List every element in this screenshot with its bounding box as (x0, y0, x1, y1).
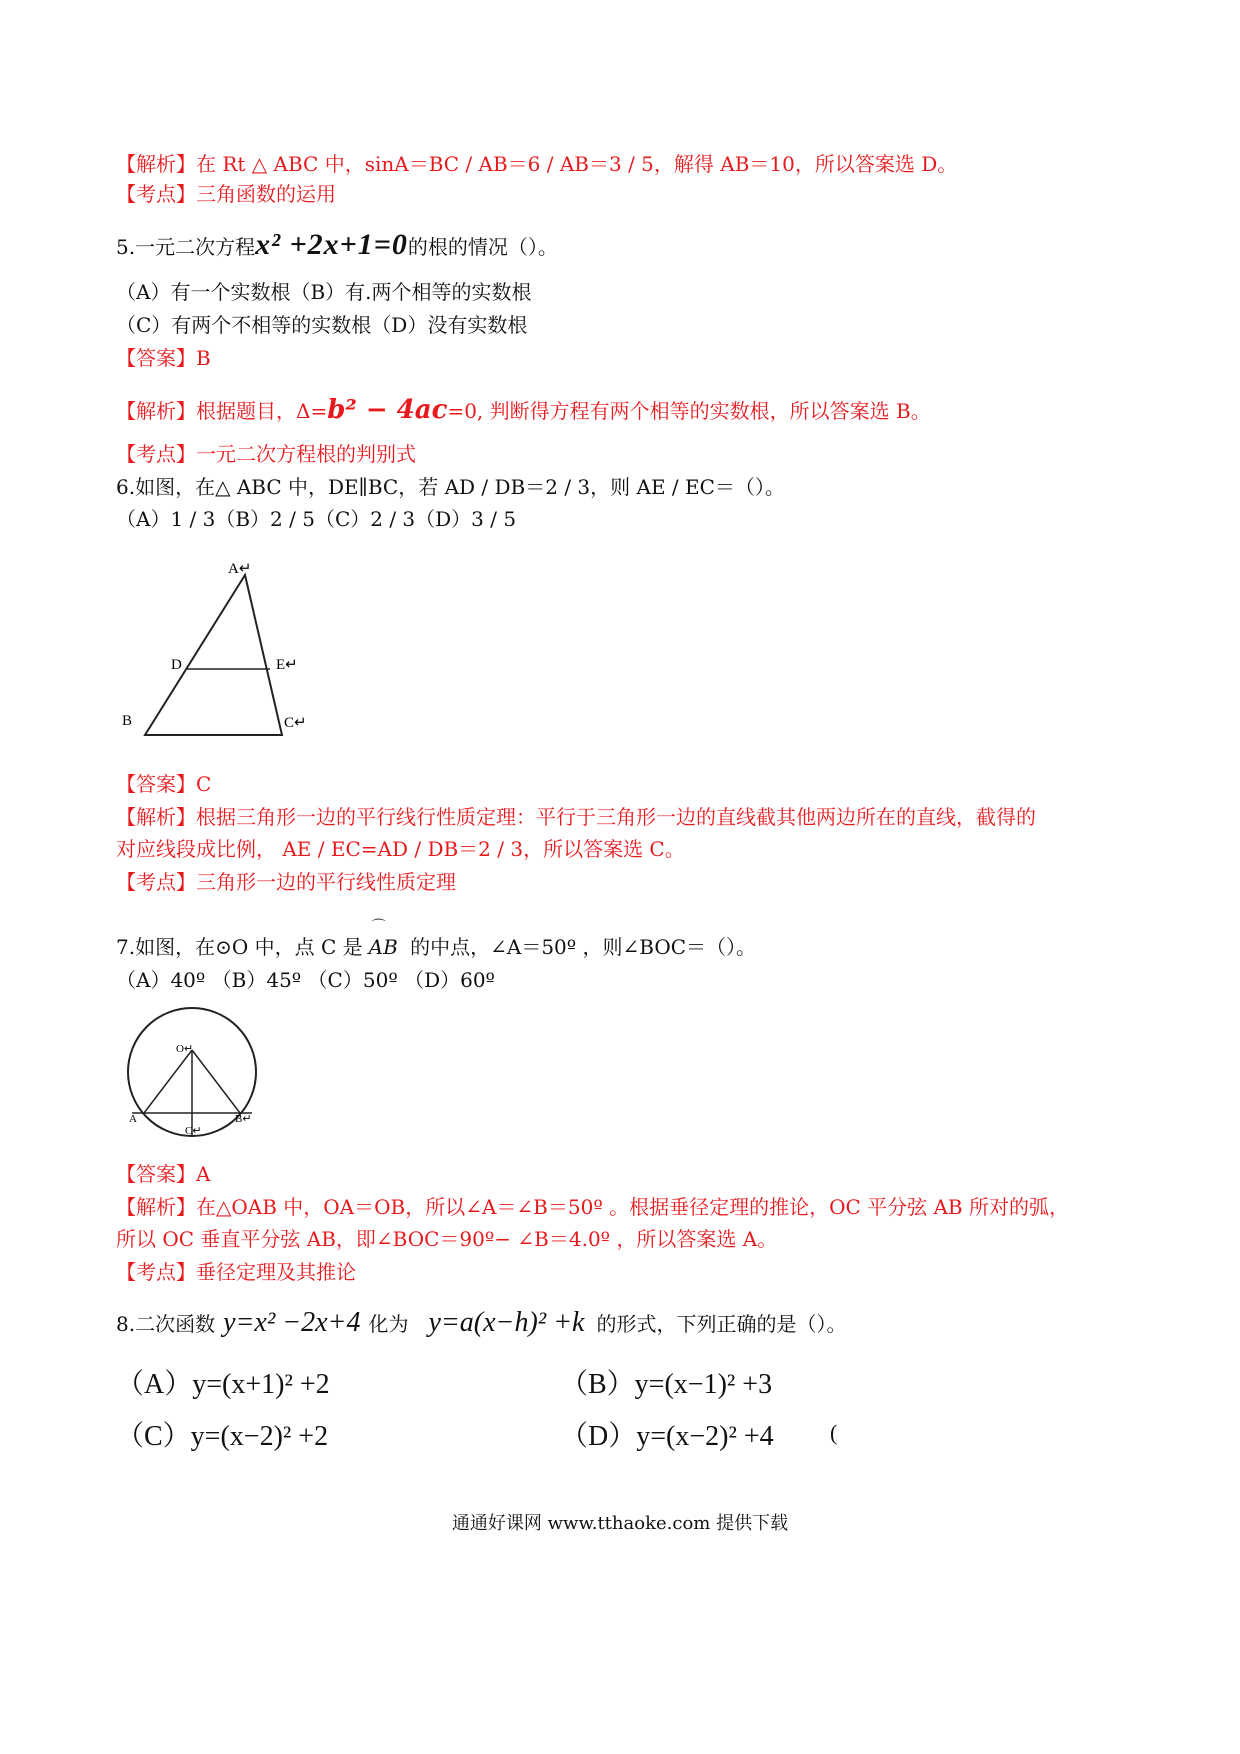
q5-analysis-suffix: =0, 判断得方程有两个相等的实数根，所以答案选 B。 (447, 399, 931, 423)
q6-question: 6.如图，在△ ABC 中，DE∥BC，若 AD / DB＝2 / 3，则 AE / EC＝（）。 (116, 475, 785, 499)
q5-analysis (116, 397, 931, 424)
q5-options-1: （A）有一个实数根（B）有.两个相等的实数根 (116, 280, 532, 304)
q8-option-b: （B）y=(x−1)² +3 (560, 1369, 773, 1400)
q5-prefix: 5.一元二次方程 (116, 235, 256, 259)
triangle-figure (110, 555, 310, 755)
q8-middle: 化为 (368, 1312, 409, 1336)
q4-point: 【考点】三角函数的运用 (116, 182, 336, 206)
q7-analysis-1: 【解析】在△OAB 中，OA＝OB，所以∠A＝∠B＝50º 。根据垂径定理的推论，OC 平分弦 AB 所对的弧， (116, 1195, 1069, 1219)
label-c: C↵ (185, 1125, 202, 1137)
q5-answer: 【答案】B (116, 346, 211, 370)
q8-option-d: （D）y=(x−2)² +4 (560, 1421, 774, 1452)
label-d: D (171, 657, 182, 673)
arc-label: AB (368, 935, 398, 959)
label-c: C↵ (284, 715, 307, 731)
q5-analysis-formula: b² − 4ac (327, 395, 448, 425)
q7-suffix: 的中点，∠A＝50º ，则∠BOC＝（）。 (403, 935, 757, 959)
q7-question (116, 919, 757, 960)
circle-figure (112, 998, 282, 1153)
q7-point: 【考点】垂径定理及其推论 (116, 1260, 356, 1284)
arc-ab (368, 919, 398, 960)
label-o: O↵ (176, 1043, 194, 1055)
q6-answer: 【答案】C (116, 772, 212, 796)
q5-equation: x² +2x+1=0 (255, 228, 408, 261)
q5-analysis-prefix: 【解析】根据题目，Δ= (116, 399, 328, 423)
q8-function: y=x² −2x+4 (223, 1307, 361, 1338)
q8-question (116, 1307, 847, 1338)
label-a: A↵ (228, 561, 252, 577)
q5-options-2: （C）有两个不相等的实数根（D）没有实数根 (116, 313, 528, 337)
arc-symbol: ⌒ (371, 919, 386, 935)
q6-point: 【考点】三角形一边的平行线性质定理 (116, 870, 456, 894)
q6-options: （A）1 / 3（B）2 / 5（C）2 / 3（D）3 / 5 (116, 507, 517, 531)
q4-analysis: 【解析】在 Rt △ ABC 中，sinA＝BC / AB＝6 / AB＝3 / 5，解得 AB＝10，所以答案选 D。 (116, 152, 958, 176)
q6-analysis-2: 对应线段成比例， AE / EC=AD / DB＝2 / 3，所以答案选 C。 (116, 837, 685, 861)
label-a: A (129, 1113, 137, 1125)
stray-bracket: ( (830, 1420, 838, 1445)
q8-option-a: （A）y=(x+1)² +2 (116, 1369, 330, 1400)
q7-analysis-2: 所以 OC 垂直平分弦 AB，即∠BOC＝90º− ∠B＝4.0º ，所以答案选 A。 (116, 1227, 778, 1251)
q7-prefix: 7.如图，在⊙O 中，点 C 是 (116, 935, 363, 959)
q5-question (116, 228, 558, 261)
q6-analysis-1: 【解析】根据三角形一边的平行线行性质定理：平行于三角形一边的直线截其他两边所在的直线，截得的 (116, 805, 1036, 829)
q8-option-c: （C）y=(x−2)² +2 (116, 1421, 329, 1452)
q8-vertex-form: y=a(x−h)² +k (428, 1307, 585, 1338)
label-b: B (122, 713, 133, 729)
label-b: B↵ (235, 1113, 252, 1125)
q5-point: 【考点】一元二次方程根的判别式 (116, 442, 416, 466)
q7-options: （A）40º （B）45º （C）50º （D）60º (116, 968, 495, 992)
q8-prefix: 8.二次函数 (116, 1312, 216, 1336)
label-e: E↵ (276, 657, 298, 673)
q8-suffix: 的形式，下列正确的是（）。 (596, 1312, 847, 1336)
page-footer: 通通好课网 www.tthaoke.com 提供下载 (451, 1513, 789, 1534)
q7-answer: 【答案】A (116, 1162, 211, 1186)
q5-suffix: 的根的情况（）。 (407, 235, 558, 259)
